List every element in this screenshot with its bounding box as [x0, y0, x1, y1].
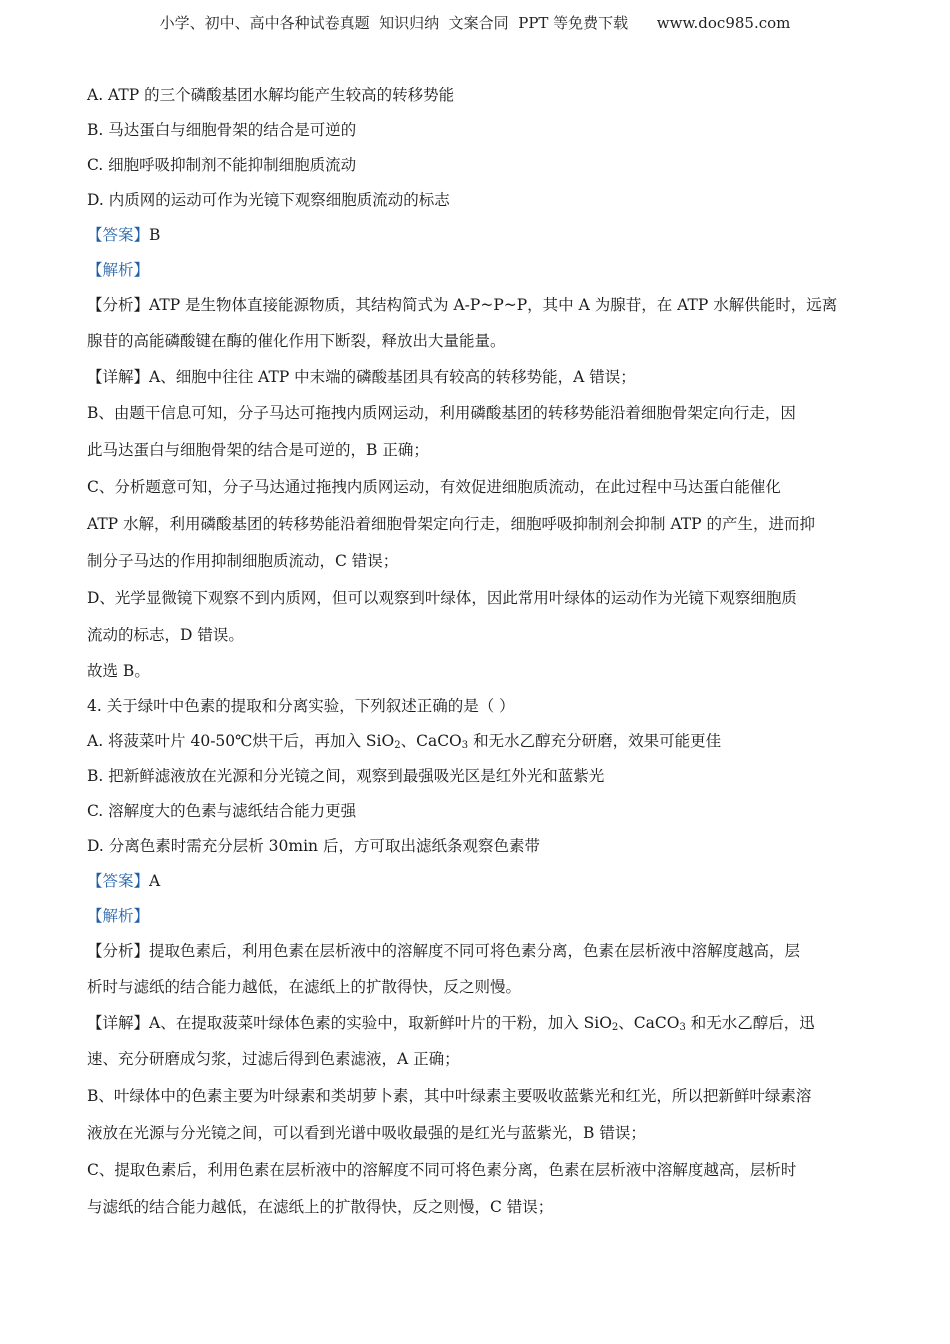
q4-option-b: B. 把新鲜滤液放在光源和分光镜之间，观察到最强吸光区是红外光和蓝紫光: [87, 767, 605, 785]
detail-b: B、由题干信息可知，分子马达可拖拽内质网运动，利用磷酸基团的转移势能沿着细胞骨架定向行走，因: [87, 404, 796, 422]
option-d: D. 内质网的运动可作为光镜下观察细胞质流动的标志: [87, 191, 450, 209]
option-b: B. 马达蛋白与细胞骨架的结合是可逆的: [87, 121, 357, 139]
analysis-label: 【解析】: [87, 261, 150, 279]
fenxi-label: 【分析】: [87, 296, 150, 314]
detail-a: 【详解】A、细胞中往往 ATP 中末端的磷酸基团具有较高的转移势能，A 错误；: [87, 368, 636, 386]
q4-detail-c-cont: 与滤纸的结合能力越低，在滤纸上的扩散得快，反之则慢，C 错误；: [87, 1198, 554, 1216]
q4-detail-c: C、提取色素后，利用色素在层析液中的溶解度不同可将色素分离，色素在层析液中溶解度越高，层析时: [87, 1161, 797, 1179]
xiangjie-label: 【详解】: [87, 1014, 150, 1032]
answer-label: 【答案】: [87, 226, 150, 244]
analysis-heading: [87, 253, 867, 288]
answer-line: 【答案】B: [87, 226, 161, 244]
analysis-label: 【解析】: [87, 907, 150, 925]
document-body: [87, 78, 867, 1226]
xiangjie-label: 【详解】: [87, 368, 150, 386]
detail-c-cont2: 制分子马达的作用抑制细胞质流动，C 错误；: [87, 552, 399, 570]
answer-label: 【答案】: [87, 872, 150, 890]
q4-detail-b-cont: 液放在光源与分光镜之间，可以看到光谱中吸收最强的是红光与蓝紫光，B 错误；: [87, 1124, 646, 1142]
analysis-paragraph-cont: 腺苷的高能磷酸键在酶的催化作用下断裂，释放出大量能量。: [87, 332, 506, 350]
question-4-stem: 4. 关于绿叶中色素的提取和分离实验，下列叙述正确的是（ ）: [87, 697, 515, 715]
q4-detail-a: 【详解】A、在提取菠菜叶绿体色素的实验中，取新鲜叶片的干粉，加入 SiO$_2$、CaCO$_3$ 和无水乙醇后，迅: [87, 1014, 815, 1033]
conclusion-line: 故选 B。: [87, 662, 150, 680]
q4-detail-a-cont: 速、充分研磨成匀浆，过滤后得到色素滤液，A 正确；: [87, 1050, 460, 1068]
detail-d-cont: 流动的标志，D 错误。: [87, 626, 244, 644]
q4-option-a: A. 将菠菜叶片 40-50℃烘干后，再加入 SiO$_2$、CaCO$_3$ 和无水乙醇充分研磨，效果可能更佳: [87, 732, 722, 751]
detail-b-cont: 此马达蛋白与细胞骨架的结合是可逆的，B 正确；: [87, 441, 429, 459]
detail-c-cont: ATP 水解，利用磷酸基团的转移势能沿着细胞骨架定向行走，细胞呼吸抑制剂会抑制 ATP 的产生，进而抑: [87, 515, 816, 533]
detail-d: D、光学显微镜下观察不到内质网，但可以观察到叶绿体，因此常用叶绿体的运动作为光镜下观察细胞质: [87, 589, 797, 607]
option-c: C. 细胞呼吸抑制剂不能抑制细胞质流动: [87, 156, 357, 174]
analysis-paragraph: 【分析】ATP 是生物体直接能源物质，其结构简式为 A-P~P~P，其中 A 为腺苷，在 ATP 水解供能时，远离: [87, 296, 838, 314]
detail-c: C、分析题意可知，分子马达通过拖拽内质网运动，有效促进细胞质流动，在此过程中马达蛋白能催化: [87, 478, 781, 496]
q4-analysis-paragraph: 【分析】提取色素后，利用色素在层析液中的溶解度不同可将色素分离，色素在层析液中溶解度越高，层: [87, 942, 801, 960]
q4-option-c: C. 溶解度大的色素与滤纸结合能力更强: [87, 802, 357, 820]
fenxi-label: 【分析】: [87, 942, 150, 960]
q4-option-d: D. 分离色素时需充分层析 30min 后，方可取出滤纸条观察色素带: [87, 837, 540, 855]
q4-analysis-heading: [87, 899, 867, 934]
q4-detail-b: B、叶绿体中的色素主要为叶绿素和类胡萝卜素，其中叶绿素主要吸收蓝紫光和红光，所以把新鲜叶绿素溶: [87, 1087, 812, 1105]
option-a: A. ATP 的三个磷酸基团水解均能产生较高的转移势能: [87, 86, 455, 104]
q4-analysis-paragraph-cont: 析时与滤纸的结合能力越低，在滤纸上的扩散得快，反之则慢。: [87, 978, 522, 996]
page-header: 小学、初中、高中各种试卷真题 知识归纳 文案合同 PPT 等免费下载 www.doc985.com: [159, 14, 791, 32]
q4-answer-line: 【答案】A: [87, 872, 161, 890]
